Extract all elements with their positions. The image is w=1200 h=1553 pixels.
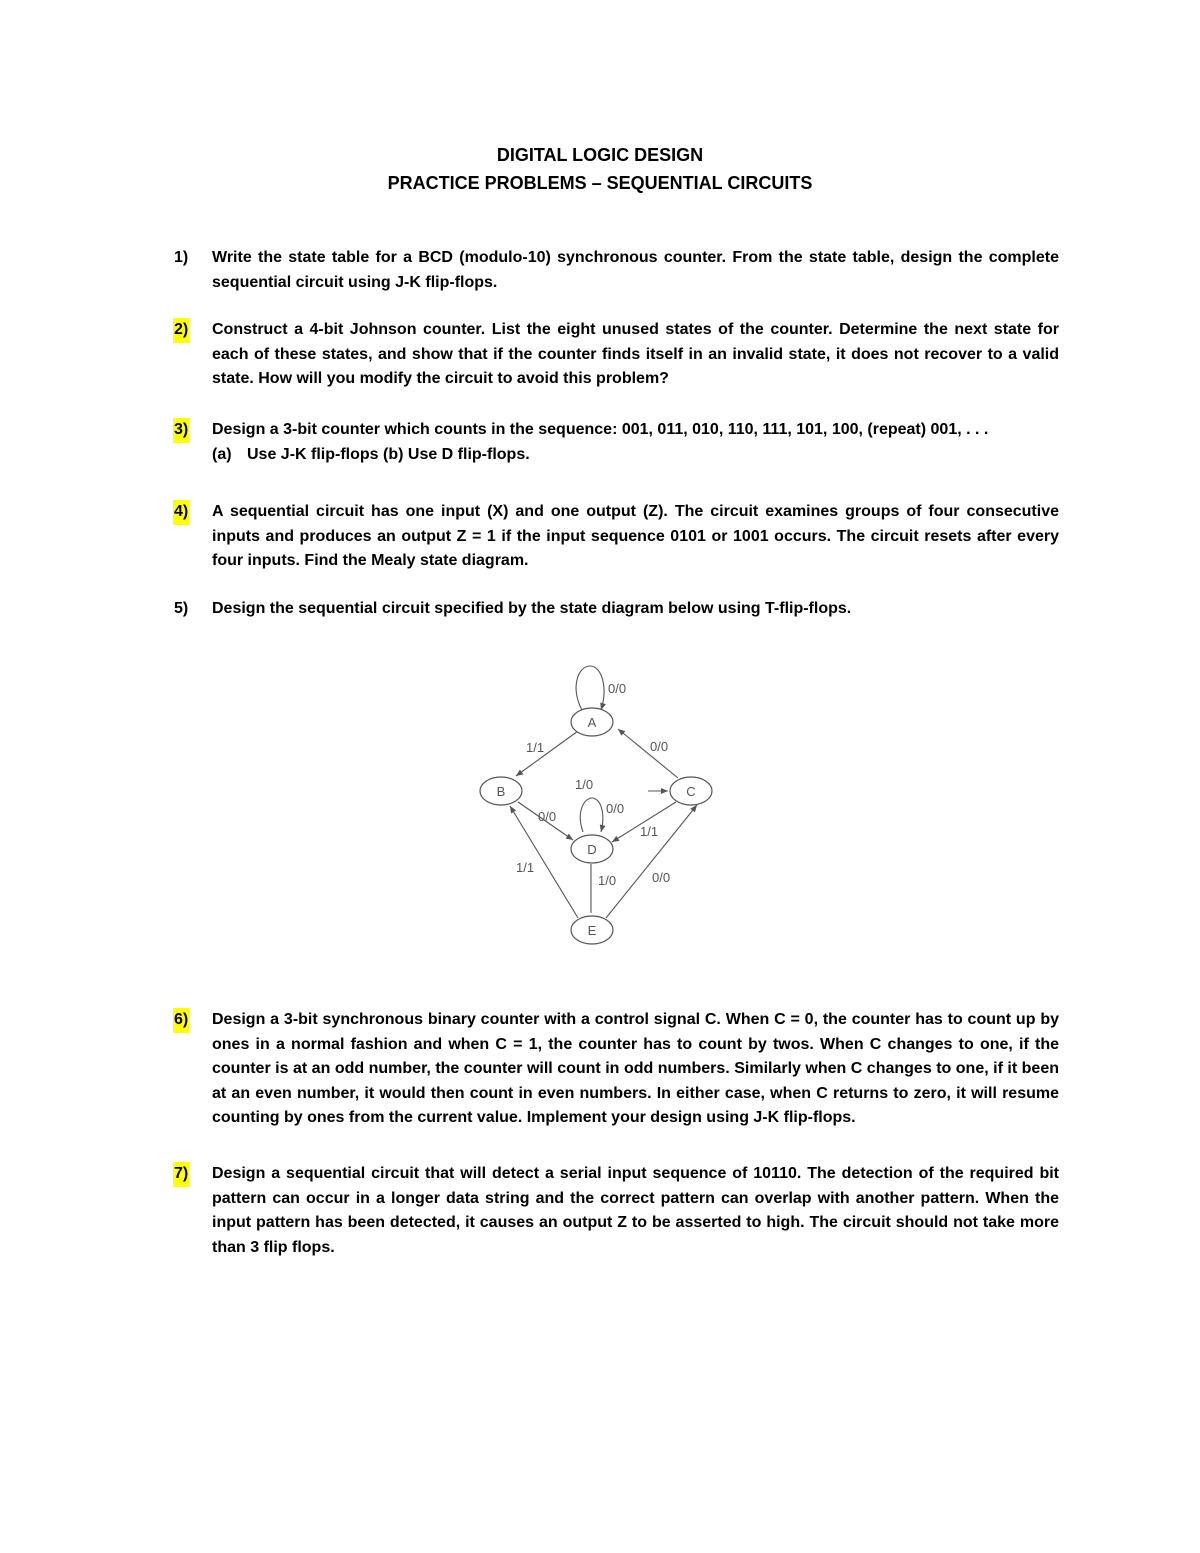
edge-label-a-a: 0/0 <box>608 681 627 696</box>
problem-number: 3) <box>173 418 189 443</box>
edge-e-to-c <box>606 805 697 918</box>
problem-4 <box>173 500 1059 574</box>
document-title: DIGITAL LOGIC DESIGN <box>496 145 704 165</box>
problem-3 <box>173 418 1059 467</box>
edge-label-d-e: 1/0 <box>598 873 617 888</box>
problem-text: Construct a 4-bit Johnson counter. List the eight unused states of the counter. Determine the next state for each of these states, and show that if the counter finds itself in an invalid state, it does not recover to a valid state. How will you modify the circuit to avoid this problem? <box>212 321 1059 387</box>
state-label-e: E <box>587 923 597 938</box>
problem-number: 6) <box>173 1008 189 1033</box>
edge-label-e-b: 1/1 <box>516 860 535 875</box>
state-diagram <box>470 660 730 955</box>
problem-number: 5) <box>174 600 189 617</box>
document-subtitle: PRACTICE PROBLEMS – SEQUENTIAL CIRCUITS <box>387 173 813 193</box>
problem-text: A sequential circuit has one input (X) and one output (Z). The circuit examines groups of four consecutive inputs and produces an output Z = 1 if the input sequence 0101 or 1001 occurs. The circuit resets after every four inputs. Find the Mealy state diagram. <box>212 503 1059 569</box>
problem-text: Design a sequential circuit that will detect a serial input sequence of 10110. The detection of the required bit pattern can occur in a longer data string and the correct pattern can overlap with another pattern. When the input pattern has been detected, it causes an output Z to be asserted to high. The circuit should not take more than 3 flip flops. <box>212 1165 1059 1256</box>
problem-5 <box>173 597 1059 622</box>
state-label-b: B <box>496 784 506 799</box>
subpart-text: Use J-K flip-flops (b) Use D flip-flops. <box>247 445 530 463</box>
problem-text: Design a 3-bit synchronous binary counter with a control signal C. When C = 0, the counter has to count up by ones in a normal fashion and when C = 1, the counter has to count by twos. When C changes to one, if the counter is at an odd number, the counter will count in odd numbers. Similarly when C changes to one, if it been at an even number, it would then count in even numbers. In either case, when C returns to zero, it will resume counting by ones from the current value. Implement your design using J-K flip-flops. <box>212 1011 1059 1126</box>
problem-subparts <box>212 443 1059 468</box>
edge-d-self-loop <box>580 798 603 832</box>
edge-label-a-b: 1/1 <box>526 740 545 755</box>
edge-c-to-a <box>618 729 678 778</box>
problem-number: 1) <box>174 249 189 266</box>
edge-label-b-c: 1/0 <box>575 777 594 792</box>
problem-text: Write the state table for a BCD (modulo-10) synchronous counter. From the state table, design the complete sequential circuit using J-K flip-flops. <box>212 249 1059 291</box>
edge-label-c-a: 0/0 <box>650 739 669 754</box>
problem-7 <box>173 1162 1059 1260</box>
edge-label-d-d: 0/0 <box>606 801 625 816</box>
edge-label-e-c: 0/0 <box>652 870 671 885</box>
problem-2 <box>173 318 1059 392</box>
problem-6 <box>173 1008 1059 1131</box>
problem-text: Design a 3-bit counter which counts in the sequence: 001, 011, 010, 110, 111, 101, 100, (repeat) 001, . . . <box>212 421 989 438</box>
edge-a-self-loop <box>576 666 604 710</box>
problem-number: 2) <box>173 318 189 343</box>
problem-number: 7) <box>173 1162 189 1187</box>
subpart-label: (a) <box>212 445 232 463</box>
state-label-a: A <box>587 715 597 730</box>
problem-text: Design the sequential circuit specified by the state diagram below using T-flip-flops. <box>212 600 852 617</box>
state-label-d: D <box>587 842 597 857</box>
state-label-c: C <box>686 784 696 799</box>
problem-1 <box>173 246 1059 295</box>
edge-label-b-d: 0/0 <box>538 809 557 824</box>
problem-number: 4) <box>173 500 189 525</box>
edge-label-c-d: 1/1 <box>640 824 659 839</box>
